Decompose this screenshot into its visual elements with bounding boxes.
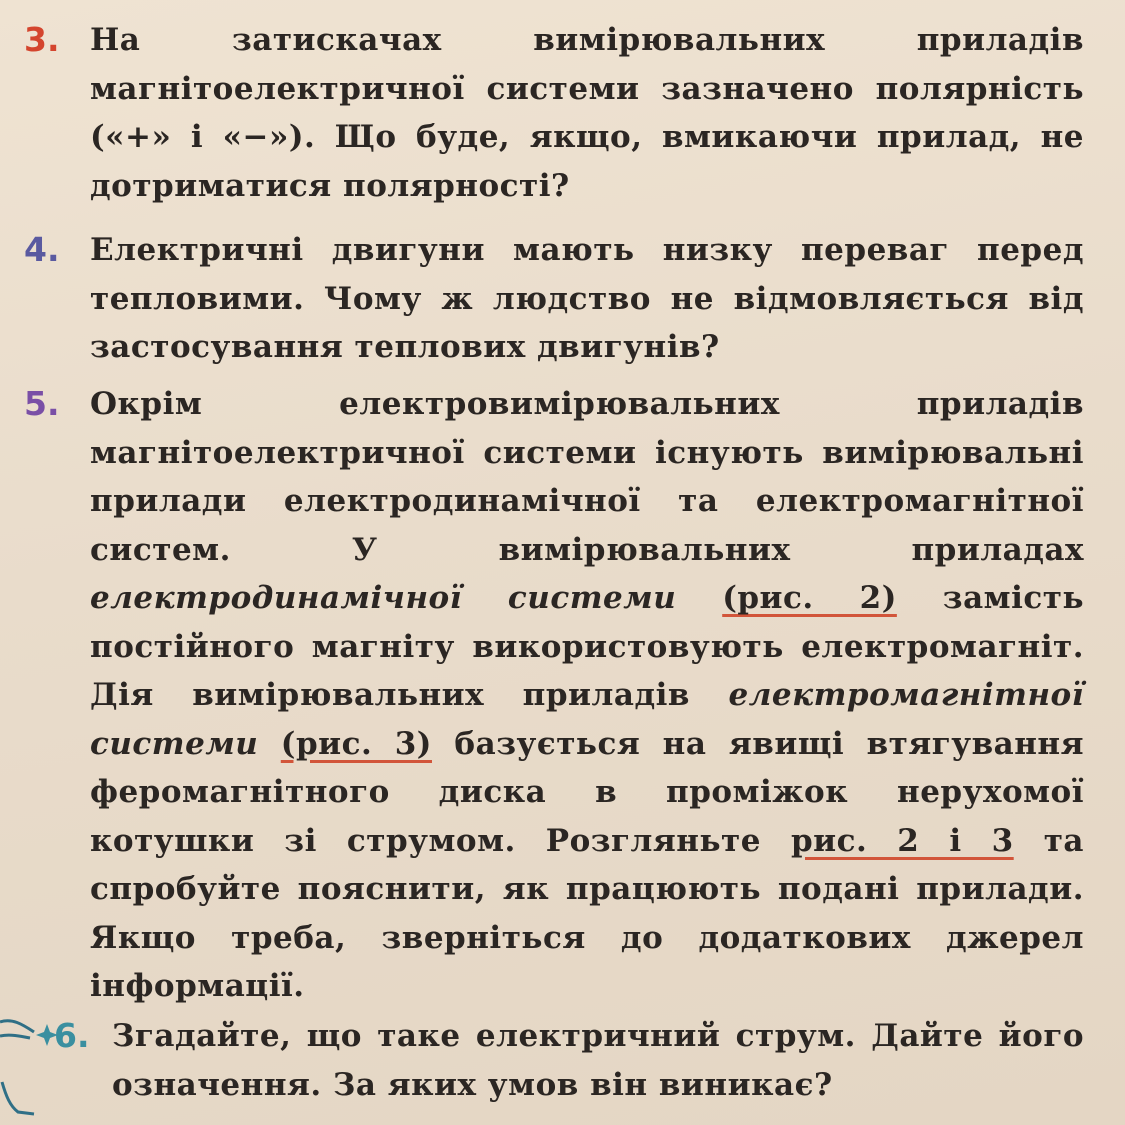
figure-reference-2-3: рис. 2 і 3 <box>790 822 1014 859</box>
question-text: На затискачах вимірювальних приладів магнітоелектричної системи зазначено полярність («+» і «−»). Що буде, якщо, вмикаючи прилад, не дотриматися полярності? <box>90 22 1084 204</box>
figure-reference-3: (рис. 3) <box>280 725 432 762</box>
question-number: 5. <box>24 384 60 423</box>
text-segment: та спробуйте пояснити, як працюють подані прилади. Якщо треба, зверніться до додаткових джерел інформації. <box>90 822 1084 1004</box>
question-5 <box>24 380 1084 1011</box>
term-electromagnetic-system: електромагнітної системи <box>90 677 1084 762</box>
question-text <box>90 380 1084 1011</box>
text-segment: замість постійного магніту використовують електромагніт. Дія вимірювальних приладів <box>90 580 1084 713</box>
term-electrodynamic-system: електродинамічної системи <box>90 580 677 616</box>
question-3 <box>24 16 1084 210</box>
figure-reference-2: (рис. 2) <box>722 580 897 616</box>
text-space <box>258 726 280 762</box>
question-4 <box>24 226 1084 372</box>
question-number: 6. <box>54 1016 90 1055</box>
question-number: 3. <box>24 20 60 59</box>
question-number: 4. <box>24 230 60 269</box>
text-space <box>676 580 722 616</box>
question-text: Електричні двигуни мають низку переваг перед тепловими. Чому ж людство не відмовляється від застосування теплових двигунів? <box>90 232 1084 365</box>
text-segment: Окрім електровимірювальних приладів магнітоелектричної системи існують вимірювальні прилади електродинамічної та електромагнітної систем. У вимірювальних приладах <box>90 386 1084 568</box>
question-text: Згадайте, що таке електричний струм. Дайте його означення. За яких умов він виникає? <box>112 1018 1084 1103</box>
question-6 <box>24 1012 1084 1109</box>
text-segment: базується на явищі втягування феромагнітного диска в проміжок нерухомої котушки зі струмом. Розгляньте <box>90 725 1084 859</box>
